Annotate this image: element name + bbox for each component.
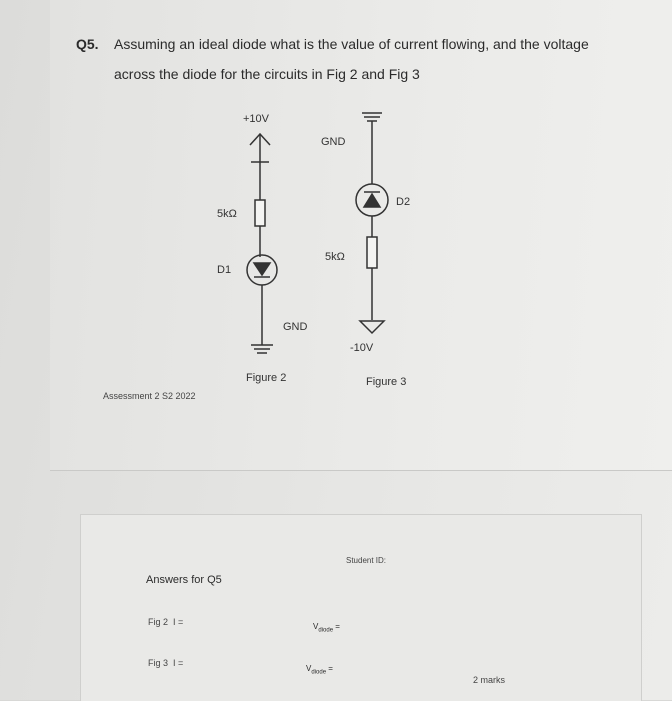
fig3-vdiode-label: $V_{diode}$ = — [306, 664, 333, 676]
fig3-supply-arrow — [360, 321, 384, 333]
fig3-resistor — [367, 237, 377, 268]
fig2-diode — [254, 263, 270, 275]
fig3-answer-label: Fig 3 — [148, 658, 169, 668]
fig3-ground-label: GND — [321, 136, 346, 148]
student-id-label: Student ID: — [346, 556, 387, 565]
fig2-vdiode-label: $V_{diode}$ = — [313, 622, 340, 634]
assessment-footer: Assessment 2 S2 2022 — [103, 391, 196, 401]
fig2-supply-label: +10V — [243, 113, 269, 125]
answer-fig3-row — [148, 658, 183, 668]
question-text-line2: across the diode for the circuits in Fig 2 and Fig 3 — [114, 66, 420, 82]
fig2-answer-label: Fig 2 — [148, 617, 169, 627]
fig2-resistor-label: 5kΩ — [217, 208, 237, 220]
fig3-caption: Figure 3 — [366, 376, 407, 388]
fig3-supply-label: -10V — [350, 342, 374, 354]
fig3-resistor-label: 5kΩ — [325, 251, 345, 263]
marks-label: 2 marks — [473, 675, 506, 685]
fig2-diode-label: D1 — [217, 264, 232, 276]
fig2-ground-label: GND — [283, 321, 308, 333]
question-text-line1: Assuming an ideal diode what is the value of current flowing, and the voltage — [114, 36, 589, 52]
fig3-current-label: I = — [173, 658, 184, 668]
answers-title: Answers for Q5 — [146, 574, 222, 586]
fig3-diode-label: D2 — [396, 196, 411, 208]
fig3-diode — [364, 194, 380, 207]
fig2-caption: Figure 2 — [246, 372, 287, 384]
fig2-resistor — [255, 200, 265, 226]
fig2-current-label: I = — [173, 617, 184, 627]
question-number: Q5. — [76, 36, 99, 52]
answer-fig2-row — [148, 617, 183, 627]
